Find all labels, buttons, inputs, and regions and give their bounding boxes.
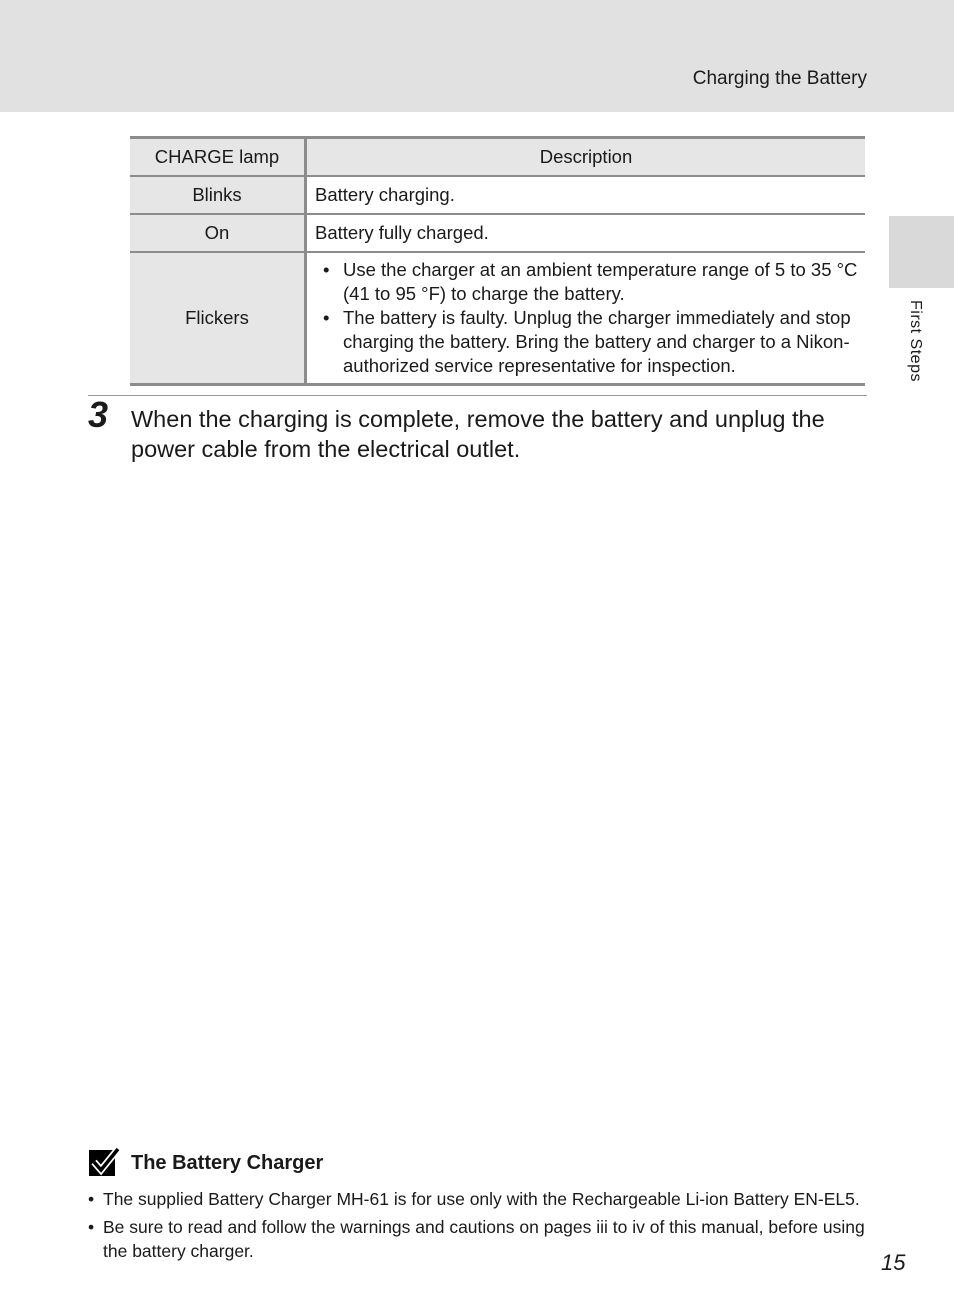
note-list (88, 1187, 878, 1267)
header-charge-lamp: CHARGE lamp (130, 138, 306, 177)
table-header-row (130, 138, 865, 177)
chapter-tab (889, 216, 954, 288)
list-item: • Use the charger at an ambient temperature range of 5 to 35 °C (41 to 95 °F) to charge the battery. (343, 258, 865, 306)
table-row (130, 214, 865, 252)
header-description: Description (306, 138, 866, 177)
list-item: • Be sure to read and follow the warnings and cautions on pages iii to iv of this manual, before using the battery charger. (88, 1215, 878, 1263)
lamp-description (306, 252, 866, 385)
table-row (130, 176, 865, 214)
list-item: • The battery is faulty. Unplug the charger immediately and stop charging the battery. Bring the battery and charger to a Nikon-authorized service representative for inspection. (343, 306, 865, 378)
lamp-description: Battery fully charged. (306, 214, 866, 252)
chapter-label: First Steps (907, 300, 924, 382)
description-bullets (315, 258, 865, 378)
lamp-description: Battery charging. (306, 176, 866, 214)
divider (88, 395, 867, 396)
charge-lamp-table (130, 136, 865, 386)
step-number: 3 (88, 394, 109, 435)
header-band (0, 0, 954, 112)
list-item: • The supplied Battery Charger MH-61 is for use only with the Rechargeable Li-ion Battery EN-EL5. (88, 1187, 878, 1211)
note-title: The Battery Charger (131, 1152, 324, 1174)
lamp-state: Flickers (130, 252, 306, 385)
check-note-icon (88, 1148, 120, 1178)
lamp-state: On (130, 214, 306, 252)
step-text: When the charging is complete, remove the battery and unplug the power cable from the electrical outlet. (131, 406, 825, 462)
section-title: Charging the Battery (692, 68, 867, 89)
lamp-state: Blinks (130, 176, 306, 214)
table-row (130, 252, 865, 385)
page-number: 15 (881, 1250, 906, 1275)
